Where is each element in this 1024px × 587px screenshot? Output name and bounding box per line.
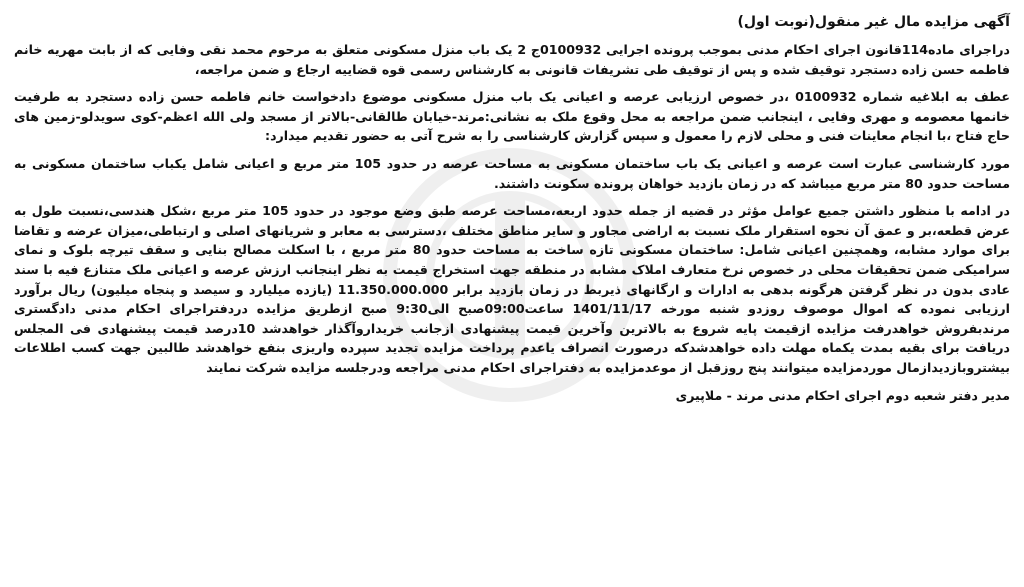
notice-title: آگهی مزایده مال غیر منقول(نوبت اول) bbox=[737, 14, 1010, 30]
notice-paragraph-4: در ادامه با منظور داشتن جمیع عوامل مؤثر در قضیه از جمله حدود اربعه،مساحت عرصه طبق وضع موجود در حدود 105 متر مربع ،شکل هندسی،نسبت طول به عرض قطعه،بر و عمق آن نحوه استقرار ملک نسبت به اراضی مجاور و سایر مناطق مختلف ،دسترسی به معابر و شریانهای اصلی و ارتباطی،میزان عرضه و تقاضا برای موارد مشابه، وهمچنین اعیانی شامل: ساختمان مسکونی تازه ساخت به مساحت حدود 80 متر مربع ، با اسکلت مصالح بنایی و سقف تیرچه بلوک و نمای سرامیکی ضمن تحقیقات محلی در خصوص نرخ متعارف املاک مشابه در منطقه جهت استخراج قیمت به نظر اینجانب ارزش عرصه و اعیانی ملک متنازع فیه با سند عادی بدون در نظر گرفتن هرگونه بدهی به ادارات و ارگانهای ذیربط در زمان بازدید برابر 11.350.000.000 (یازده میلیارد و سیصد و پنجاه میلیون) ریال برآورد ارزیابی نموده که اموال موصوف روزدو شنبه مورخه 1401/11/17 ساعت09:00صبح الی9:30 صبح ازطریق مزایده دردفتراجرای احکام مدنی دادگستری مرندبفروش خواهدرفت مزایده ازقیمت پایه شروع به بالاترین وآخرین قیمت پیشنهادی ازجانب خریداروآگذار خواهدشد 10درصد قیمت پیشنهادی فی المجلس دریافت برای بقیه بمدت یکماه مهلت داده خواهدشدکه درصورت انصراف یاعدم پرداخت مزایده تجدید سپرده واریزی بنفع خواهدشد طالبین جهت کسب اطلاعات بیشتروبازدیدازمال موردمزایده میتوانند پنج روزقبل از موعدمزایده به دفتراجرای احکام مدنی مراجعه ودرجلسه مزایده شرکت نمایند bbox=[14, 203, 1011, 375]
notice-paragraph-2: عطف به ابلاغیه شماره 0100932 ،در خصوص ارزیابی عرصه و اعیانی یک باب منزل مسکونی موضوع دادخواست خانم فاطمه حسن زاده دستجرد به طرفیت خانمها معصومه و مهری وفایی ، اینجانب ضمن مراجعه به محل وقوع ملک به نشانی:مرند-خیابان طالقانی-بالاتر از مسجد ولی الله اعظم-کوی سویدلو-زمین های حاج فتاح ،با انجام معاینات فنی و محلی لازم را معمول و سپس گزارش کارشناسی را به شرح آتی به حضور تقدیم میدارد: bbox=[14, 89, 1010, 144]
notice-signature: مدیر دفتر شعبه دوم اجرای احکام مدنی مرند - ملاپیری bbox=[675, 387, 1010, 403]
notice-paragraph-3: مورد کارشناسی عبارت است عرصه و اعیانی یک باب ساختمان مسکونی به مساحت عرصه در حدود 105 متر مربع و اعیانی شامل یکباب ساختمان مسکونی به مساحت حدود 80 متر مربع میباشد که در زمان بازدید خواهان پرونده سکونت داشتند. bbox=[14, 155, 1010, 191]
notice-paragraph-1: دراجرای ماده114قانون اجرای احکام مدنی بموجب پرونده اجرایی 0100932ج 2 یک باب منزل مسکونی متعلق به مرحوم محمد نقی وفایی که از بابت مهریه خانم فاطمه حسن زاده دستجرد توقیف شده و پس از توقیف طی تشریفات قانونی به کارشناس رسمی قوه قضاییه ارجاع و ضمن مراجعه، bbox=[14, 42, 1010, 77]
